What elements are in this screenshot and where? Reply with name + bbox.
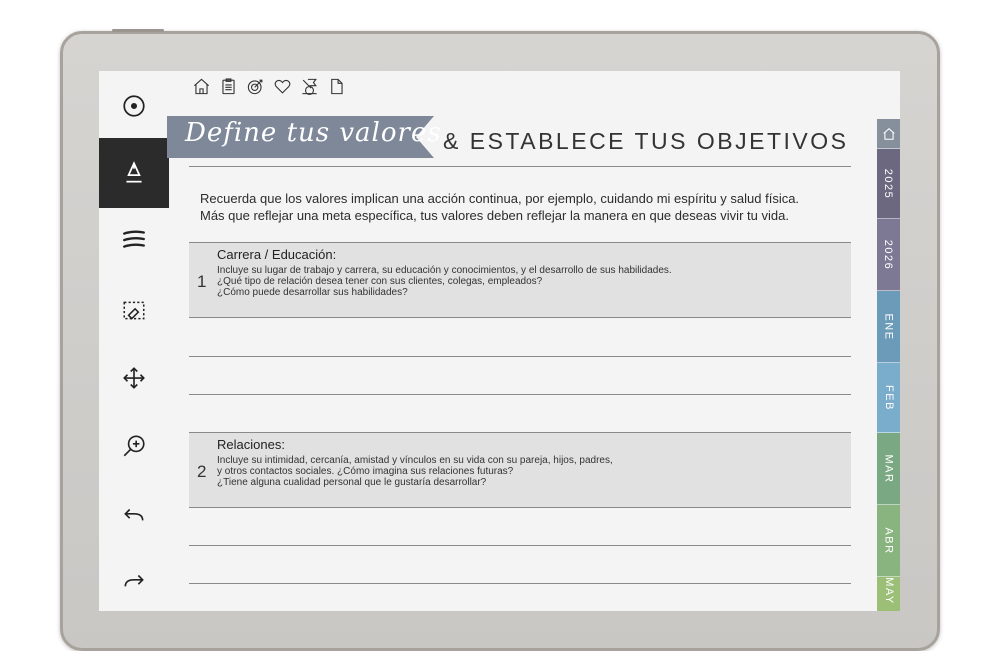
side-tab-2025[interactable] <box>877 149 900 219</box>
tab-label: MAR <box>882 454 895 483</box>
stroke-style-button[interactable] <box>99 204 169 274</box>
side-tab-2026[interactable] <box>877 219 900 291</box>
menu-button[interactable] <box>99 71 169 141</box>
device-button <box>112 29 164 32</box>
writing-line[interactable] <box>189 356 851 357</box>
writing-line[interactable] <box>189 583 851 584</box>
move-button[interactable] <box>99 343 169 413</box>
goal-flag-icon[interactable] <box>299 76 320 97</box>
eraser-selection-icon <box>121 298 147 324</box>
description-line: y otros contactos sociales. ¿Cómo imagina sus relaciones futuras? <box>217 466 514 477</box>
section-title: Relaciones: <box>217 437 285 452</box>
redo-icon <box>121 569 147 595</box>
clipboard-icon[interactable] <box>218 76 239 97</box>
side-tab-abr[interactable] <box>877 505 900 577</box>
intro-text <box>200 190 799 224</box>
heart-icon[interactable] <box>272 76 293 97</box>
description-line: ¿Cómo puede desarrollar sus habilidades? <box>217 287 408 298</box>
move-icon <box>121 365 147 391</box>
top-navigation <box>191 76 347 97</box>
stroke-style-icon <box>121 226 147 252</box>
home-icon <box>882 127 896 141</box>
pen-tool-button[interactable] <box>99 138 169 208</box>
description-line: Incluye su lugar de trabajo y carrera, su educación y conocimientos, y el desarrollo de sus habilidades. <box>217 265 672 276</box>
tab-label: 2025 <box>882 168 895 199</box>
section-description <box>217 265 672 298</box>
intro-line: Recuerda que los valores implican una acción continua, por ejemplo, cuidando mi espíritu y salud física. <box>200 191 800 206</box>
pen-icon <box>121 160 147 186</box>
tab-label: ENE <box>882 312 895 341</box>
writing-line[interactable] <box>189 394 851 395</box>
undo-button[interactable] <box>99 481 169 551</box>
side-tab-mar[interactable] <box>877 433 900 505</box>
description-line: ¿Qué tipo de relación desea tener con sus clientes, colegas, empleados? <box>217 276 543 287</box>
section-relationships <box>189 432 851 508</box>
side-tab-may[interactable] <box>877 577 900 611</box>
section-title: Carrera / Educación: <box>217 247 337 262</box>
description-line: Incluye su intimidad, cercanía, amistad y vínculos en su vida con su pareja, hijos, padres, <box>217 455 613 466</box>
home-icon[interactable] <box>191 76 212 97</box>
page-title: & ESTABLECE TUS OBJETIVOS <box>443 128 849 154</box>
description-line: ¿Tiene alguna cualidad personal que le gustaría desarrollar? <box>217 477 487 488</box>
intro-line: Más que reflejar una meta específica, tus valores deben reflejar la manera en que deseas vivir tu vida. <box>200 208 789 223</box>
tab-label: 2026 <box>882 239 895 270</box>
side-tab-ene[interactable] <box>877 291 900 363</box>
title-divider <box>189 166 851 167</box>
redo-button[interactable] <box>99 547 169 611</box>
section-career <box>189 242 851 318</box>
side-tab-home[interactable] <box>877 119 900 149</box>
section-number: 1 <box>197 272 207 291</box>
menu-circle-icon <box>121 93 147 119</box>
zoom-in-icon <box>121 433 147 459</box>
tab-label: FEB <box>882 384 895 411</box>
banner-title: Define tus valores <box>185 118 442 148</box>
eraser-selection-button[interactable] <box>99 276 169 346</box>
section-number: 2 <box>197 462 207 481</box>
undo-icon <box>121 503 147 529</box>
section-description <box>217 455 613 488</box>
tab-label: ABR <box>882 526 895 555</box>
tab-label: MAY <box>882 577 895 605</box>
writing-line[interactable] <box>189 545 851 546</box>
side-tab-feb[interactable] <box>877 363 900 433</box>
document-icon[interactable] <box>326 76 347 97</box>
zoom-button[interactable] <box>99 411 169 481</box>
left-toolbar <box>99 71 169 611</box>
target-icon[interactable] <box>245 76 266 97</box>
screen <box>99 71 900 611</box>
